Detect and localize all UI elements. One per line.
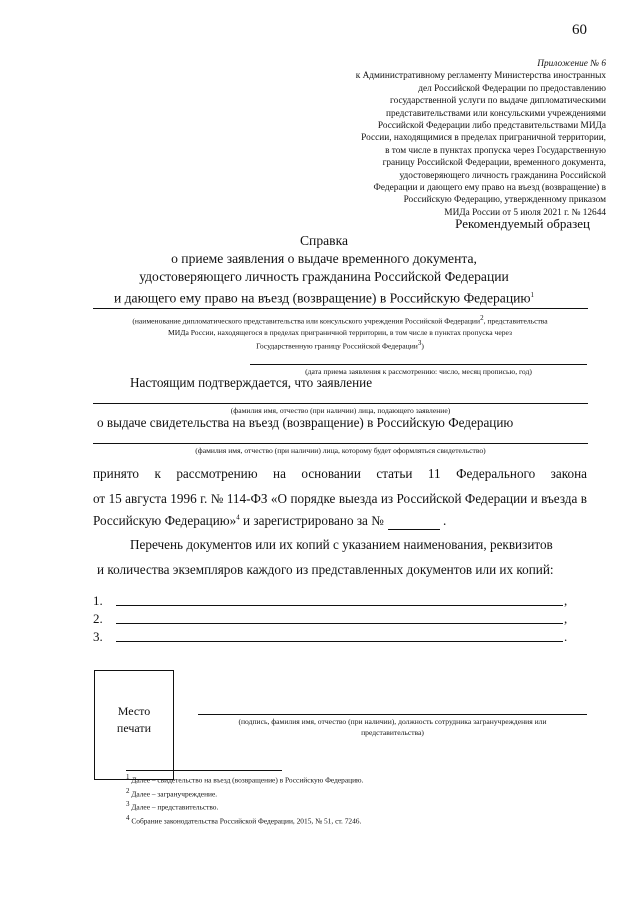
list-item-line[interactable] — [116, 641, 563, 642]
list-item-line[interactable] — [116, 605, 563, 606]
footnote-item: $^4$ Собрание законодательства Российской Федерации, 2015, № 51, ст. 7246. — [126, 814, 362, 826]
appendix-reference — [300, 58, 606, 219]
about-text: о выдаче свидетельства на въезд (возвращение) в Российскую Федерацию — [97, 415, 514, 430]
list-item-end: . — [564, 629, 568, 644]
stamp-placeholder-box — [94, 670, 174, 780]
appendix-line: государственной услуги по выдаче дипломатическими — [390, 96, 606, 107]
person-blank-line[interactable] — [93, 443, 588, 444]
signature-caption: (подпись, фамилия имя, отчество (при наличии), должность сотрудника загранучреждения или представительства) — [238, 717, 547, 737]
applicant-caption: (фамилия имя, отчество (при наличии) лица, подающего заявление) — [230, 406, 451, 415]
appendix-line: к Административному регламенту Министерства иностранных — [355, 71, 606, 82]
list-item-number: 2. — [93, 611, 103, 626]
date-caption: (дата приема заявления к рассмотрению: число, месяц прописью, год) — [305, 367, 532, 376]
docs-intro-line-2: и количества экземпляров каждого из представленных документов или их копий: — [97, 562, 554, 577]
page-number: 60 — [572, 22, 587, 38]
list-item-end: , — [564, 611, 568, 626]
appendix-line: МИДа России от 5 июля 2021 г. № 12644 — [444, 207, 606, 218]
title-line-4: и дающего ему право на въезд (возвращение) в Российскую Федерацию$^1$ — [113, 290, 535, 306]
appendix-line: Приложение № 6 — [537, 59, 606, 69]
list-item-number: 1. — [93, 593, 103, 608]
accepted-line-1: принято к рассмотрению на основании статьи 11 Федерального закона — [93, 466, 587, 481]
recommended-sample-label: Рекомендуемый образец — [455, 216, 590, 231]
list-item-end: , — [564, 593, 568, 608]
footnote-divider — [126, 770, 282, 771]
registration-number-blank[interactable] — [388, 529, 440, 530]
footnote-item: $^3$ Далее – представительство. — [126, 800, 219, 812]
accepted-line-3-end: . — [443, 513, 447, 528]
accepted-line-2: от 15 августа 1996 г. № 114-ФЗ «О порядке выезда из Российской Федерации и въезда в — [93, 491, 587, 506]
confirm-text: Настоящим подтверждается, что заявление — [130, 375, 373, 390]
title-line-2: о приеме заявления о выдаче временного документа, — [171, 251, 477, 266]
appendix-line: границу Российской Федерации, временного документа, — [382, 158, 606, 169]
appendix-line: дел Российской Федерации по предоставлению — [418, 83, 606, 94]
appendix-line: Российской Федерации либо представительствами МИДа — [377, 121, 606, 132]
appendix-line: удостоверяющего личность гражданина Российской — [399, 170, 606, 181]
applicant-blank-line[interactable] — [93, 403, 588, 404]
docs-intro-line-1: Перечень документов или их копий с указанием наименования, реквизитов — [130, 537, 553, 552]
stamp-line-1: Место — [117, 704, 151, 718]
appendix-line: Федерации и дающего ему право на въезд (возвращение) в — [373, 183, 606, 194]
footnotes — [126, 772, 363, 827]
footnote-item: $^1$ Далее – свидетельство на въезд (возвращение) в Российскую Федерацию. — [126, 773, 364, 785]
institution-blank-line[interactable] — [93, 308, 588, 309]
title-line-1: Справка — [299, 233, 349, 248]
list-item-number: 3. — [93, 629, 103, 644]
appendix-line: Российскую Федерацию, утвержденному приказом — [403, 195, 606, 206]
appendix-line: представительствами или консульскими учреждениями — [386, 108, 606, 119]
appendix-line: России, находящимися в пределах приграничной территории, — [361, 133, 606, 144]
accepted-line-3: Российскую Федерацию»$^4$ и зарегистрировано за № — [93, 513, 384, 528]
appendix-line: в том числе в пунктах пропуска через Государственную — [385, 145, 606, 156]
document-title — [80, 232, 568, 308]
date-blank-line[interactable] — [250, 364, 587, 365]
list-item-line[interactable] — [116, 623, 563, 624]
person-caption: (фамилия имя, отчество (при наличии) лица, которому будет оформляться свидетельство) — [195, 446, 486, 455]
title-line-3: удостоверяющего личность гражданина Российской Федерации — [139, 269, 509, 284]
footnote-item: $^2$ Далее – загранучреждение. — [126, 786, 218, 799]
signature-blank-line[interactable] — [198, 714, 587, 715]
institution-caption: (наименование дипломатического представительства или консульского учреждения Российской Федерации$^2$, представительства МИДа России, находящегося в пределах приграничной территории, в том числе в пунктах пропуска через Государственную границу Российской Федерации$^3$) — [132, 314, 548, 351]
stamp-line-2: печати — [116, 721, 152, 735]
